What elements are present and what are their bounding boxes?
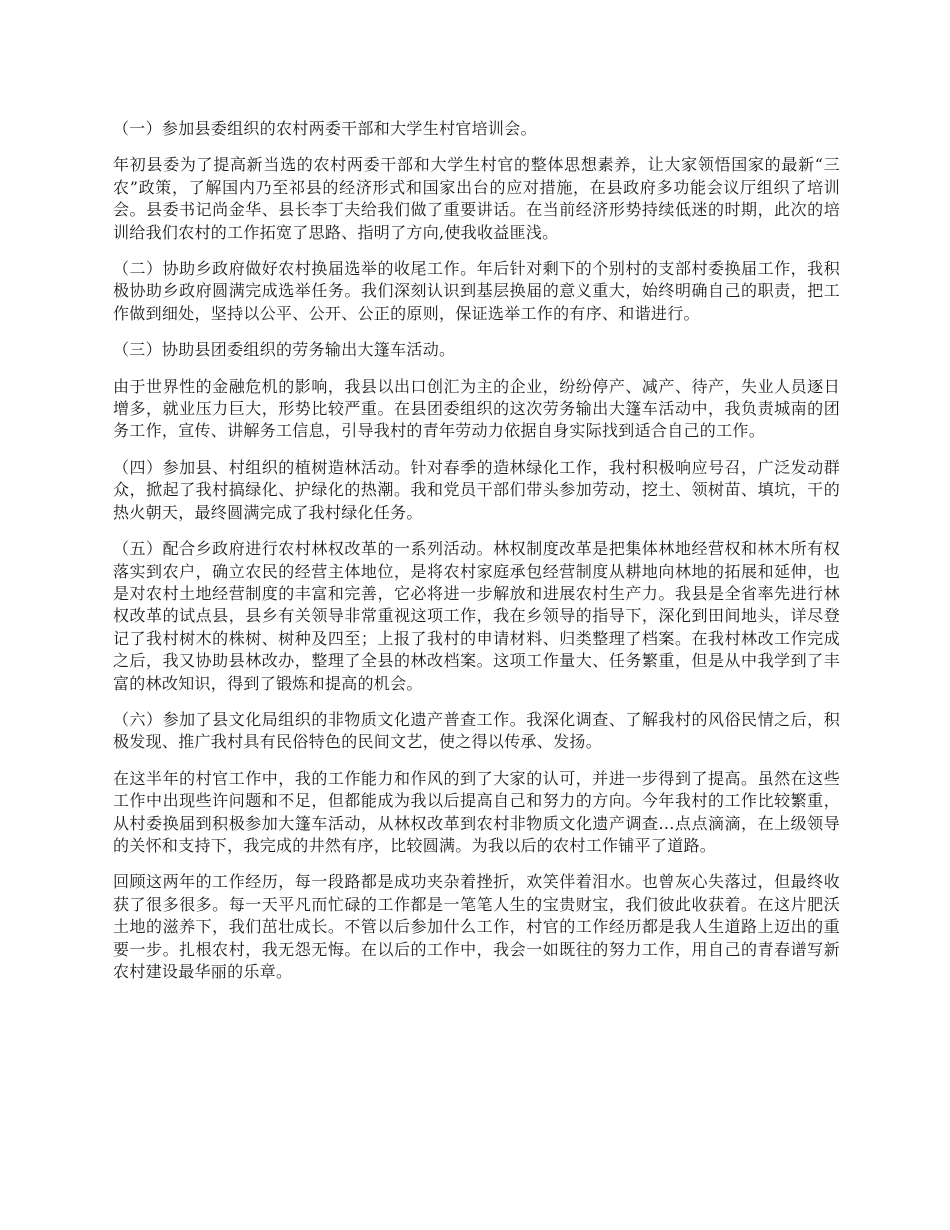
paragraph-1: （一）参加县委组织的农村两委干部和大学生村官培训会。 (113, 119, 537, 138)
paragraph-3: （二）协助乡政府做好农村换届选举的收尾工作。年后针对剩下的个别村的支部村委换届工作，我积极协助乡政府圆满完成选举任务。我们深刻认识到基层换届的意义重大，始终明确自己的职责，把工作做到细处，坚持以公平、公开、公正的原则，保证选举工作的有序、和谐进行。 (113, 259, 840, 323)
paragraph-9: 在这半年的村官工作中，我的工作能力和作风的到了大家的认可，并进一步得到了提高。虽然在这些工作中出现些许问题和不足，但都能成为我以后提高自己和努力的方向。今年我村的工作比较繁重，从村委换届到积极参加大篷车活动，从林权改革到农村非物质文化遗产调查...点点滴滴，在上级领导的关怀和支持下，我完成的井然有序，比较圆满。为我以后的农村工作铺平了道路。 (113, 768, 840, 855)
paragraph-8: （六）参加了县文化局组织的非物质文化遗产普查工作。我深化调查、了解我村的风俗民情之后，积极发现、推广我村具有民俗特色的民间文艺，使之得以传承、发扬。 (113, 709, 840, 752)
paragraph-7: （五）配合乡政府进行农村林权改革的一系列活动。林权制度改革是把集体林地经营权和林木所有权落实到农户，确立农民的经营主体地位，是将农村家庭承包经营制度从耕地向林地的拓展和延伸，也是对农村土地经营制度的丰富和完善，它必将进一步解放和进展农村生产力。我县是全省率先进行林权改革的试点县，县乡有关领导非常重视这项工作，我在乡领导的指导下，深化到田间地头，详尽登记了我村树木的株树、树种及四至；上报了我村的申请材料、归类整理了档案。在我村林改工作完成之后，我又协助县林改办，整理了全县的林改档案。这项工作量大、任务繁重，但是从中我学到了丰富的林改知识，得到了锻炼和提高的机会。 (113, 539, 840, 693)
paragraph-6: （四）参加县、村组织的植树造林活动。针对春季的造林绿化工作，我村积极响应号召，广泛发动群众，掀起了我村搞绿化、护绿化的热潮。我和党员干部们带头参加劳动，挖土、领树苗、填坑，干的热火朝天，最终圆满完成了我村绿化任务。 (113, 457, 840, 522)
paragraph-2: 年初县委为了提高新当选的农村两委干部和大学生村官的整体思想素养，让大家领悟国家的最新“三农”政策，了解国内乃至祁县的经济形式和国家出台的应对措施，在县政府多功能会议厅组织了培训会。县委书记尚金华、县长李丁夫给我们做了重要讲话。在当前经济形势持续低迷的时期，此次的培训给我们农村的工作拓宽了思路、指明了方向,使我收益匪浅。 (113, 155, 840, 242)
paragraph-10: 回顾这两年的工作经历，每一段路都是成功夹杂着挫折，欢笑伴着泪水。也曾灰心失落过，但最终收获了很多很多。每一天平凡而忙碌的工作都是一笔笔人生的宝贵财宝，我们彼此收获着。在这片肥沃土地的滋养下，我们茁壮成长。不管以后参加什么工作，村官的工作经历都是我人生道路上迈出的重要一步。扎根农村，我无怨无悔。在以后的工作中，我会一如既往的努力工作，用自己的青春谱写新农村建设最华丽的乐章。 (113, 872, 840, 981)
paragraph-4: （三）协助县团委组织的劳务输出大篷车活动。 (113, 340, 456, 360)
paragraph-5: 由于世界性的金融危机的影响，我县以出口创汇为主的企业，纷纷停产、减产、待产，失业人员逐日增多，就业压力巨大，形势比较严重。在县团委组织的这次劳务输出大篷车活动中，我负责城南的团务工作，宣传、讲解务工信息，引导我村的青年劳动力依据自身实际找到适合自己的工作。 (113, 376, 840, 441)
document-body (113, 118, 840, 997)
